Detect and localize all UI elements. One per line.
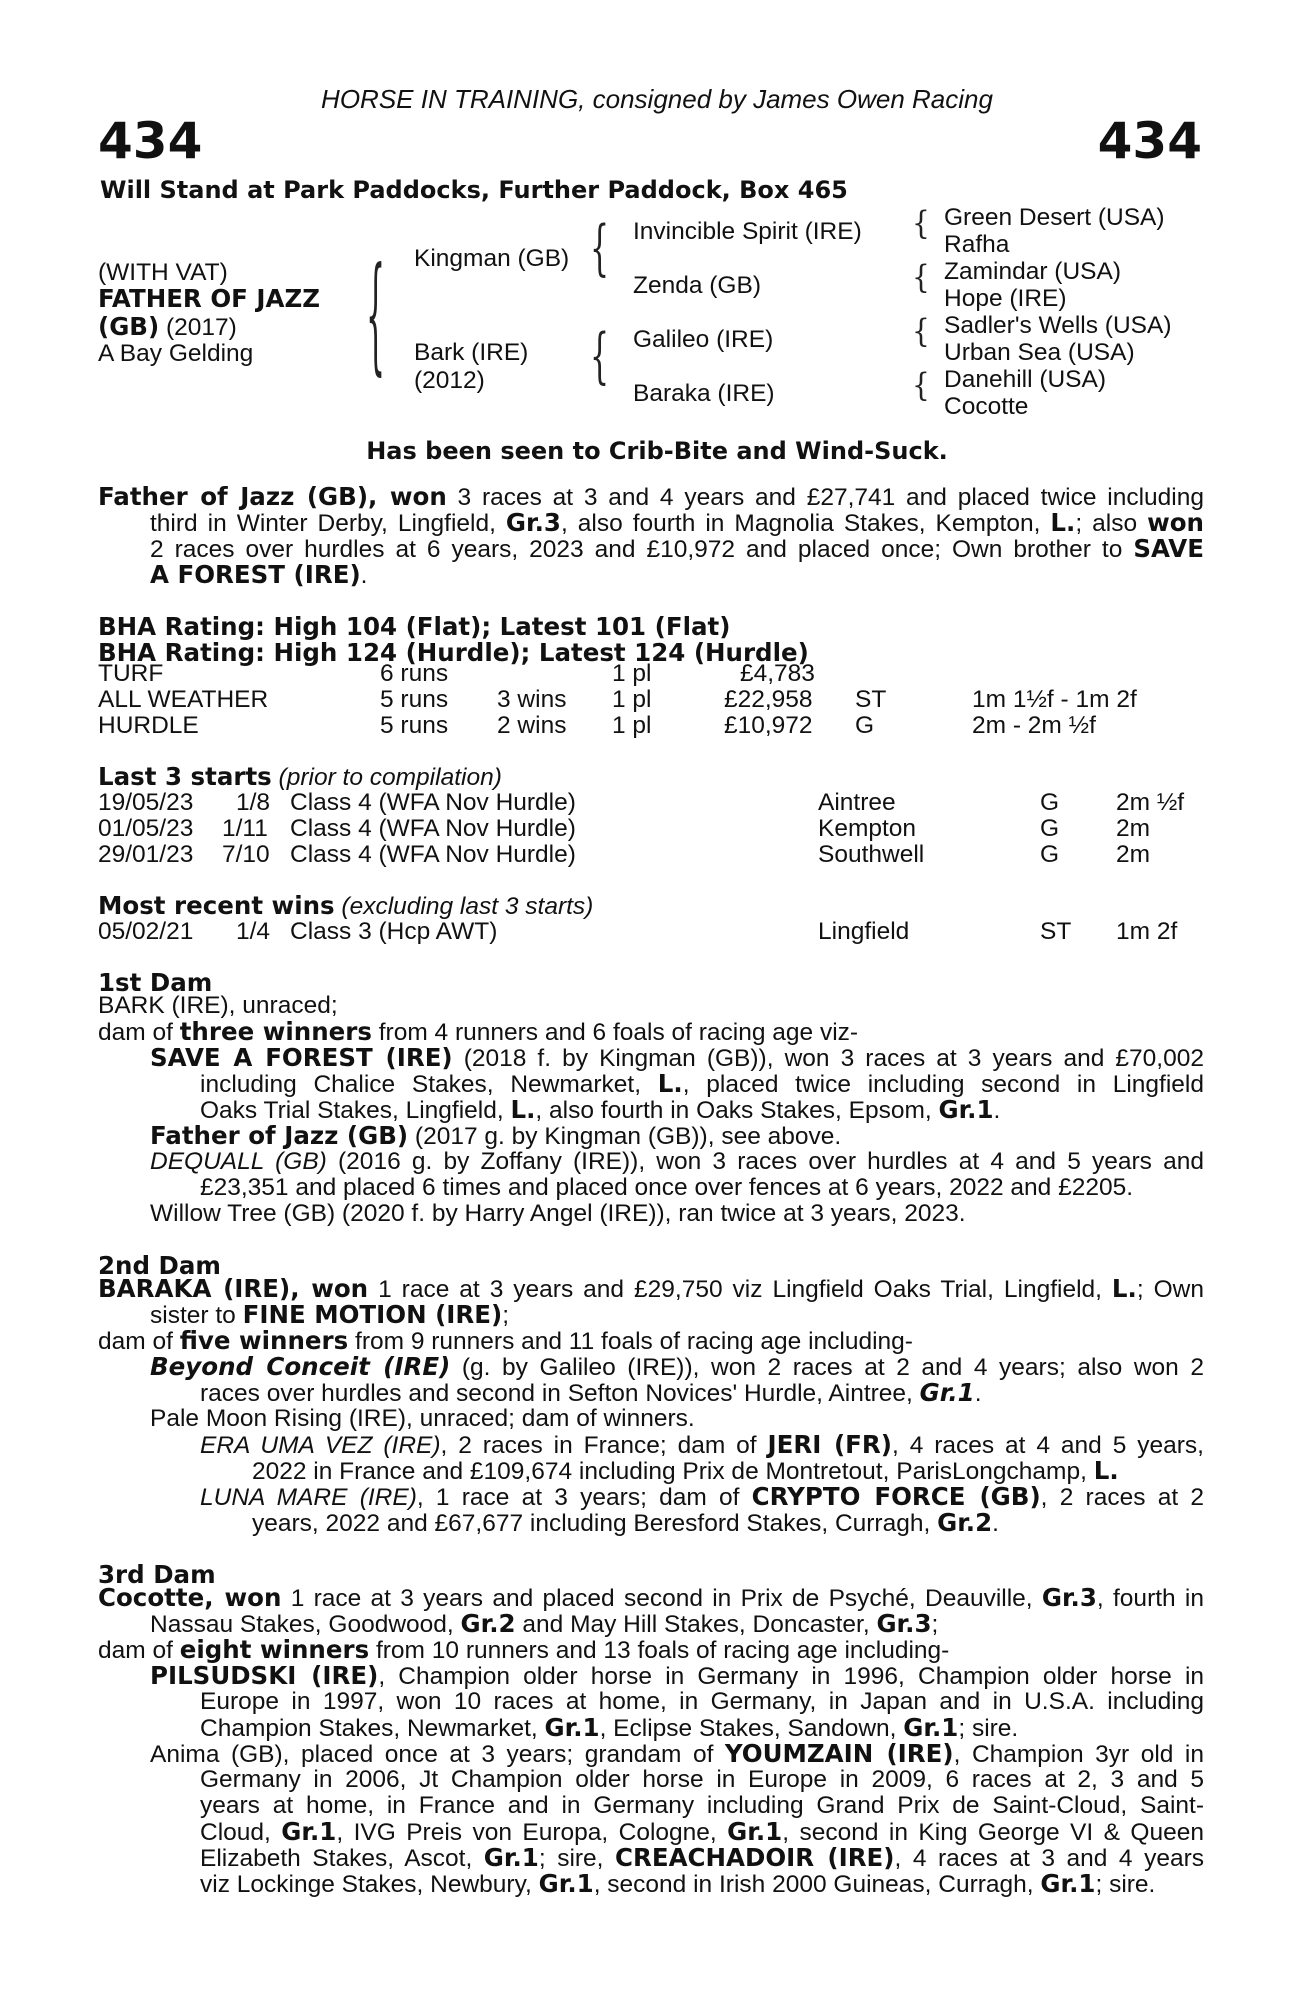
dam-year: (2012) — [414, 367, 485, 394]
brace-icon: { — [912, 312, 930, 350]
brace-icon: { — [912, 258, 930, 296]
brace-icon: { — [912, 366, 930, 404]
lot-number-right: 434 — [1097, 112, 1202, 170]
brace-icon: { — [912, 204, 930, 242]
bha-rating-flat: BHA Rating: High 104 (Flat); Latest 101 (Flat) — [98, 612, 731, 641]
ancestor-2: Rafha — [944, 231, 1010, 258]
bha-rating-hurdle: BHA Rating: High 124 (Hurdle); Latest 124 (Hurdle) — [98, 638, 809, 667]
dam-sire: Galileo (IRE) — [633, 326, 774, 353]
sire: Kingman (GB) — [414, 245, 570, 272]
sire-sire: Invincible Spirit (IRE) — [633, 218, 862, 245]
brace-icon: { — [366, 244, 386, 391]
section-heading: 3rd Dam — [98, 1560, 216, 1589]
page-header: HORSE IN TRAINING, consigned by James Owen Racing — [321, 84, 993, 114]
ancestor-7: Danehill (USA) — [944, 366, 1107, 393]
stand-location: Will Stand at Park Paddocks, Further Paddock, Box 465 — [100, 176, 848, 204]
recent-wins-heading: Most recent wins (excluding last 3 starts) — [98, 891, 594, 920]
ancestor-1: Green Desert (USA) — [944, 204, 1165, 231]
ancestor-6: Urban Sea (USA) — [944, 339, 1135, 366]
brace-icon: { — [590, 214, 610, 284]
lot-number-left: 434 — [98, 112, 203, 170]
dam: Bark (IRE) — [414, 339, 529, 366]
vice-warning: Has been seen to Crib-Bite and Wind-Suck. — [366, 437, 948, 465]
ancestor-4: Hope (IRE) — [944, 285, 1067, 312]
ancestor-8: Cocotte — [944, 393, 1029, 420]
horse-country-year: (GB) (2017) — [98, 312, 237, 341]
dam-dam: Baraka (IRE) — [633, 380, 775, 407]
brace-icon: { — [590, 322, 610, 392]
section-heading: 2nd Dam — [98, 1251, 221, 1280]
horse-description: A Bay Gelding — [98, 340, 254, 367]
section-heading: 1st Dam — [98, 968, 213, 997]
sire-dam: Zenda (GB) — [633, 272, 761, 299]
last-3-starts-heading: Last 3 starts (prior to compilation) — [98, 762, 502, 791]
ancestor-3: Zamindar (USA) — [944, 258, 1121, 285]
vat-note: (WITH VAT) — [98, 259, 228, 286]
horse-name: FATHER OF JAZZ — [98, 284, 321, 313]
ancestor-5: Sadler's Wells (USA) — [944, 312, 1172, 339]
